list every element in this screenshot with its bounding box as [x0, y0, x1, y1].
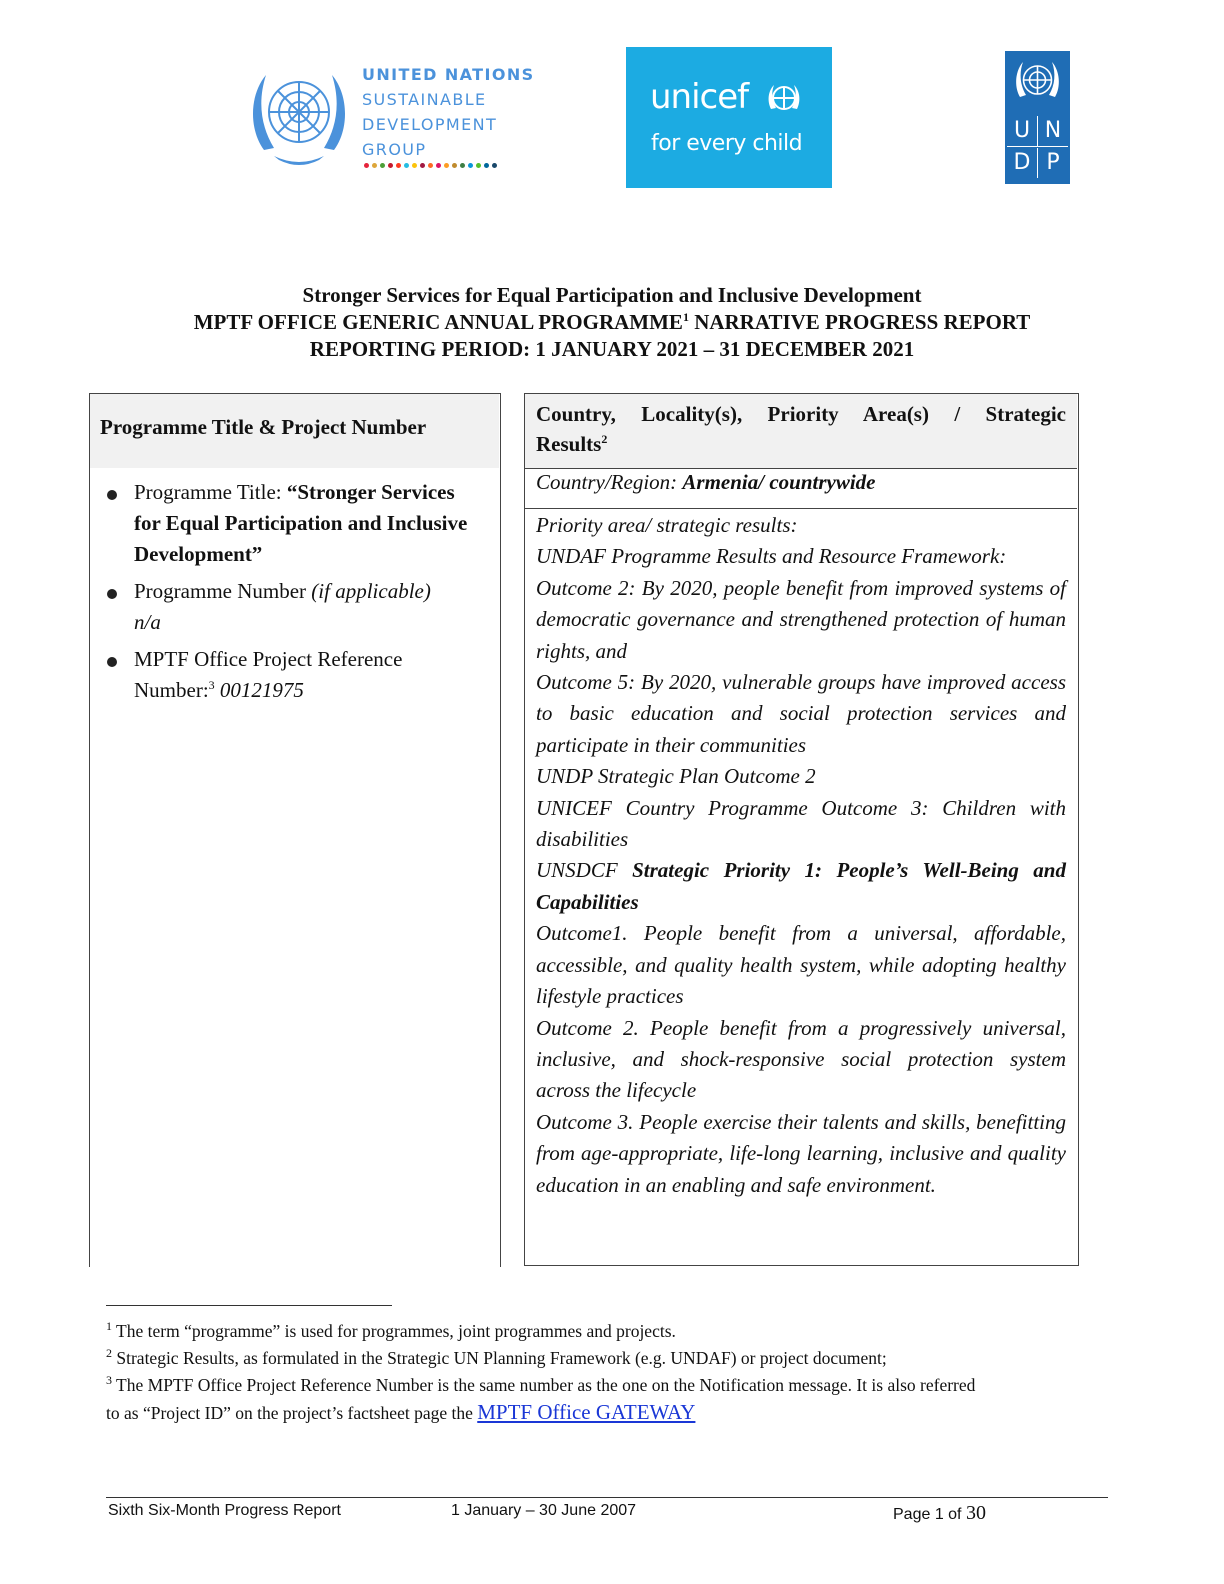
undp-logo: [1005, 51, 1070, 184]
sdg-dot: [428, 163, 433, 168]
divider: [525, 468, 1077, 469]
un-emblem-icon: [244, 60, 354, 170]
footnote-ref-2: 2: [601, 432, 608, 446]
sdg-color-dots: [364, 163, 497, 171]
reference-number-label: MPTF Office Project Reference Number:: [134, 647, 403, 702]
footnote-text: Strategic Results, as formulated in the Strategic UN Planning Framework (e.g. UNDAF) or project document;: [112, 1348, 887, 1368]
divider: [525, 508, 1077, 509]
priority-line: UNDAF Programme Results and Resource Framework:: [536, 544, 1007, 569]
footnote-number: 3: [106, 1373, 112, 1388]
sdg-dot: [492, 163, 497, 168]
sdg-dot: [452, 163, 457, 168]
unsdg-wordmark: [362, 62, 535, 162]
list-item-reference-number: [105, 644, 477, 706]
unicef-wordmark: unicef: [650, 77, 749, 117]
programme-number-label: Programme Number: [134, 579, 312, 603]
subtitle-part-b: NARRATIVE PROGRESS REPORT: [688, 310, 1031, 334]
page-prefix: Page 1 of: [893, 1506, 966, 1523]
report-subtitle: [0, 309, 1224, 336]
sdg-dot: [468, 163, 473, 168]
sdg-dot: [420, 163, 425, 168]
priority-line: UNDP Strategic Plan Outcome 2: [536, 764, 816, 789]
reference-number-value: 00121975: [219, 678, 304, 702]
programme-title-value: “Stronger Services for Equal Participation and Inclusive Development”: [134, 480, 468, 566]
sdg-dot: [412, 163, 417, 168]
sdg-dot: [436, 163, 441, 168]
priority-results: [536, 510, 1066, 1201]
sdg-dot: [404, 163, 409, 168]
sdg-dot: [364, 163, 369, 168]
unsdg-line4: GROUP: [362, 140, 427, 159]
unicef-emblem-icon: [766, 81, 802, 117]
sdg-dot: [388, 163, 393, 168]
footnote-number: 1: [106, 1319, 112, 1334]
sdg-dot: [460, 163, 465, 168]
undp-letter-u: U: [1007, 116, 1038, 147]
programme-number-value: n/a: [134, 610, 161, 634]
page-total: 30: [965, 1502, 986, 1524]
sdg-dot: [484, 163, 489, 168]
priority-line: Priority area/ strategic results:: [536, 513, 798, 537]
bullet-icon: [107, 657, 117, 667]
sdg-dot: [476, 163, 481, 168]
sdg-dot: [396, 163, 401, 168]
unicef-tagline: for every child: [651, 131, 803, 156]
unsdcf-prefix: UNSDCF: [536, 858, 633, 883]
footnote-3-cont: [106, 1399, 1106, 1426]
header-results: Results: [536, 432, 602, 456]
footnote-ref-1: 1: [682, 310, 689, 324]
undp-letter-p: P: [1046, 150, 1060, 175]
footnote-2: [106, 1345, 1106, 1371]
subtitle-part-a: MPTF OFFICE GENERIC ANNUAL PROGRAMME: [193, 310, 683, 334]
report-title: Stronger Services for Equal Participation and Inclusive Development: [302, 283, 922, 307]
country-region: [536, 470, 876, 495]
programme-number-qualifier: (if applicable): [311, 579, 431, 603]
undp-letter-d: D: [1007, 148, 1038, 178]
footer-period: 1 January – 30 June 2007: [451, 1502, 637, 1519]
country-label: Country/Region:: [536, 470, 683, 494]
unsdcf-priority-title: Strategic Priority 1: People’s Well-Being and Capabilities: [536, 858, 1066, 914]
mptf-gateway-link[interactable]: MPTF Office GATEWAY: [477, 1400, 696, 1424]
footnote-text: to as “Project ID” on the project’s factsheet page the: [106, 1403, 478, 1423]
sdg-dot: [372, 163, 377, 168]
footnote-3: [106, 1372, 1106, 1398]
unsdg-line3: DEVELOPMENT: [362, 115, 498, 134]
outcome-line: Outcome1. People benefit from a universal, affordable, accessible, and quality health system, while adopting healthy lifestyle practices: [536, 921, 1066, 1009]
unsdcf-priority: [536, 855, 1066, 918]
footnote-text: The term “programme” is used for programmes, joint programmes and projects.: [112, 1321, 676, 1341]
footnote-number: 2: [106, 1346, 112, 1361]
priority-line: Outcome 5: By 2020, vulnerable groups have improved access to basic education and social protection services and participate in their communities: [536, 670, 1066, 757]
unicef-logo: [626, 47, 832, 188]
footnote-text: The MPTF Office Project Reference Number is the same number as the one on the Notification message. It is also referred: [112, 1375, 976, 1395]
unsdg-line2: SUSTAINABLE: [362, 90, 487, 109]
outcome-line: Outcome 2. People benefit from a progressively universal, inclusive, and shock-responsive social protection system across the lifecycle: [536, 1015, 1066, 1103]
sdg-dot: [444, 163, 449, 168]
country-priority-header-cont: [536, 432, 607, 457]
priority-line: UNICEF Country Programme Outcome 3: Children with disabilities: [536, 795, 1066, 852]
footnote-ref-3: 3: [208, 678, 215, 692]
footer-page-number: [893, 1502, 986, 1525]
country-value: Armenia/ countrywide: [682, 470, 876, 494]
list-item-programme-title: [105, 477, 477, 570]
sdg-dot: [380, 163, 385, 168]
reporting-period: REPORTING PERIOD: 1 JANUARY 2021 – 31 DECEMBER 2021: [309, 337, 915, 361]
bullet-icon: [107, 589, 117, 599]
programme-title-header: Programme Title & Project Number: [100, 415, 427, 439]
bullet-icon: [107, 490, 117, 500]
undp-letter-n: N: [1038, 116, 1068, 147]
footnote-1: [106, 1318, 1106, 1344]
footnote-rule: [106, 1305, 392, 1306]
un-emblem-icon: [1013, 57, 1062, 106]
unsdg-line1: UNITED NATIONS: [362, 65, 535, 84]
footer-rule: [106, 1497, 1108, 1498]
footer-report-name: Sixth Six-Month Progress Report: [108, 1502, 341, 1519]
programme-details-list: [105, 477, 477, 712]
priority-line: Outcome 2: By 2020, people benefit from improved systems of democratic governance and strengthened protection of human rights, and: [536, 575, 1066, 663]
outcome-line: Outcome 3. People exercise their talents and skills, benefitting from age-appropriate, life-long learning, inclusive and quality education in an enabling and safe environment.: [536, 1109, 1066, 1197]
list-item-programme-number: [105, 576, 477, 638]
programme-title-label: Programme Title:: [134, 480, 287, 504]
country-priority-header: Country, Locality(s), Priority Area(s) / Strategic: [536, 402, 1066, 426]
